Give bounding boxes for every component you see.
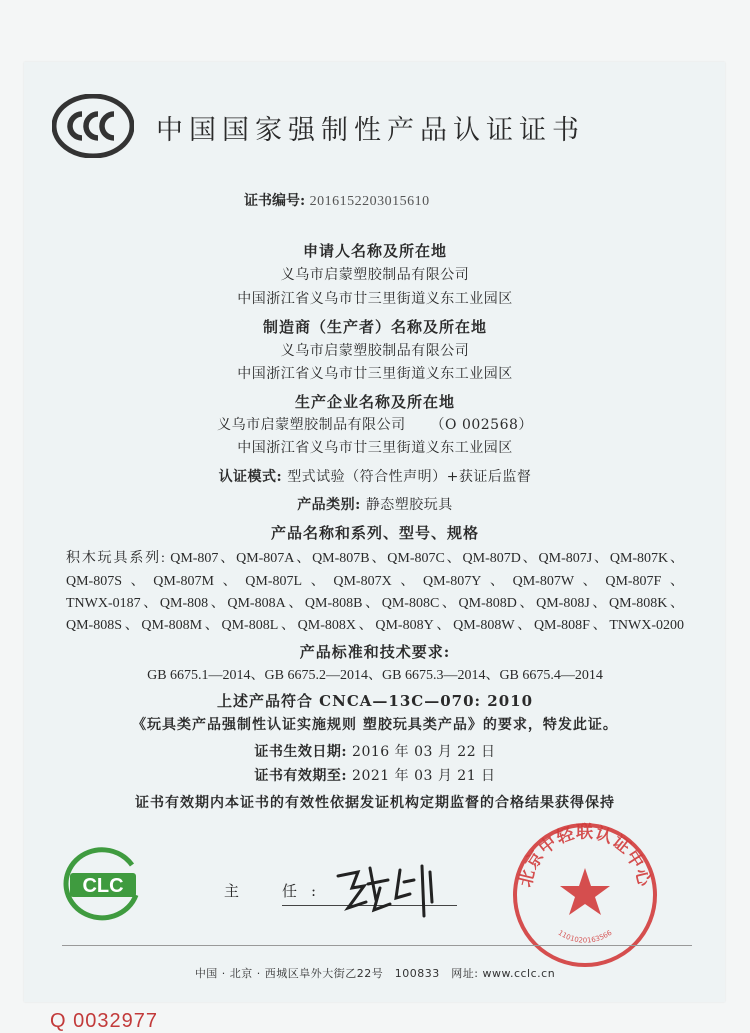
svg-text:1101020163566: [557, 928, 614, 944]
product-models-line-3: TNWX-0187、QM-808、QM-808A、QM-808B、QM-808C、QM-808D、QM-808J、QM-808K、: [66, 596, 684, 611]
manufacturer-name: 义乌市启蒙塑胶制品有限公司: [280, 343, 470, 359]
validity-note: 证书有效期内本证书的有效性依据发证机构定期监督的合格结果获得保持: [135, 795, 615, 811]
conformity-line-2: 《玩具类产品强制性认证实施规则 塑胶玩具类产品》的要求，特发此证。: [132, 717, 618, 733]
seal-number: 1101020163566: [556, 928, 614, 945]
conformity-line-1: 上述产品符合 CNCA—13C—070: 2010: [216, 692, 534, 710]
applicant-name: 义乌市启蒙塑胶制品有限公司: [280, 267, 470, 283]
cert-mode-label: 认证模式:: [218, 469, 283, 485]
factory-heading: 生产企业名称及所在地: [294, 393, 455, 411]
factory-code: （O 002568）: [430, 417, 533, 433]
serial-number: Q 0032977: [50, 1010, 158, 1032]
factory-address: 中国浙江省义乌市廿三里街道义东工业园区: [237, 440, 513, 456]
footer-address: 中国 · 北京 · 西城区阜外大街乙22号 100833 网址: www.cclc.cn: [194, 967, 556, 980]
expiry-date: [0, 765, 750, 785]
product-category-value: 静态塑胶玩具: [365, 497, 453, 513]
certificate-number: [244, 190, 430, 210]
applicant-address: 中国浙江省义乌市廿三里街道义东工业园区: [237, 291, 513, 307]
product-models-line-4: QM-808S、QM-808M、QM-808L、QM-808X、QM-808Y、QM-808W、QM-808F、TNWX-0200: [66, 618, 684, 633]
issue-date-value: 2016 年 03 月 22 日: [352, 744, 496, 760]
issue-date-label: 证书生效日期:: [254, 744, 348, 760]
clc-logo-icon: [60, 845, 146, 925]
footer-divider: [62, 945, 692, 946]
certification-seal-icon: [510, 820, 660, 970]
director-label: 主 任:: [224, 882, 331, 900]
clc-logo-text: CLC: [82, 875, 124, 897]
director-signature-icon: [330, 858, 440, 918]
product-models-line-2: QM-807S、QM-807M、QM-807L、QM-807X、QM-807Y、QM-807W、QM-807F、: [66, 574, 684, 589]
expiry-date-value: 2021 年 03 月 21 日: [352, 768, 496, 784]
standards-value: GB 6675.1—2014、GB 6675.2—2014、GB 6675.3—2014、GB 6675.4—2014: [147, 668, 603, 683]
applicant-heading: 申请人名称及所在地: [302, 242, 447, 260]
issue-date: [0, 741, 750, 761]
ccc-logo-icon: [52, 94, 134, 158]
expiry-date-label: 证书有效期至:: [254, 768, 348, 784]
manufacturer-heading: 制造商（生产者）名称及所在地: [262, 318, 487, 336]
factory-name: 义乌市启蒙塑胶制品有限公司: [217, 417, 406, 433]
manufacturer-address: 中国浙江省义乌市廿三里街道义东工业园区: [237, 366, 513, 382]
product-category: [0, 494, 750, 514]
product-models-heading: 产品名称和系列、型号、规格: [270, 524, 479, 542]
standards-heading: 产品标准和技术要求:: [299, 643, 451, 661]
certificate-number-label: 证书编号:: [244, 193, 306, 209]
cert-mode-value: 型式试验（符合性声明）+获证后监督: [287, 469, 532, 485]
seal-text: 北京中轻联认证中心: [515, 822, 655, 890]
product-category-label: 产品类别:: [297, 497, 361, 513]
certificate-title: 中国国家强制性产品认证证书: [156, 115, 585, 146]
product-models-line-1: 积木玩具系列: QM-807、QM-807A、QM-807B、QM-807C、QM-807D、QM-807J、QM-807K、: [66, 551, 684, 566]
cert-mode: [0, 466, 750, 486]
certificate-number-value: 2016152203015610: [309, 194, 430, 209]
factory-name-line: [0, 414, 750, 434]
